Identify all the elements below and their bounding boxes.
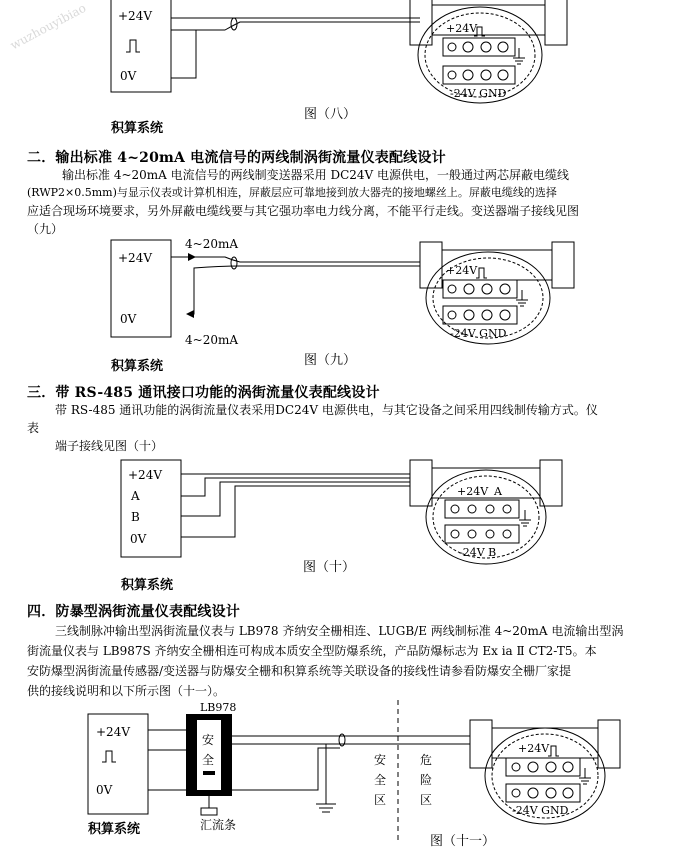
section4-line-1: 三线制脉冲输出型涡街流量仪表与 LB978 齐纳安全栅相连、LUGB/E 两线制标准 4~20mA 电流输出型涡: [55, 624, 624, 638]
fig9-term-pulse-icon: [476, 268, 487, 278]
fig9-terminal-row-bottom: [443, 306, 517, 324]
fig9-arrow-in-icon: [188, 253, 196, 261]
fig10-term-a: A: [494, 485, 502, 498]
fig10-a-label: A: [131, 489, 140, 503]
fig11-housing-right: [598, 720, 620, 768]
fig10-ground-icon: [519, 510, 531, 526]
section3-line-1: 带 RS-485 通讯功能的涡街流量仪表采用DC24V 电源供电，与其它设备之间采用四线制传输方式。仪: [55, 403, 598, 417]
fig11-term-pulse-icon: [548, 746, 559, 756]
fig10-housing-right: [540, 460, 562, 506]
fig8-system-label: 积算系统: [111, 121, 164, 136]
fig8-pulse-icon: [126, 40, 140, 52]
fig11-ground-icon: [579, 768, 591, 784]
fig11-safe-zone-1: 安: [374, 753, 387, 767]
fig9-housing-left: [420, 242, 442, 288]
fig9-term-bottom: -24V GND: [450, 327, 507, 340]
fig11-pulse-icon: [102, 751, 116, 762]
fig8-terminal-row-top: [443, 38, 515, 56]
section4-line-2: 街流量仪表与 LB987S 齐纳安全栅相连可构成本质安全型防爆系统，产品防爆标志为 Ex ia Ⅱ CT2-T5。本: [27, 644, 597, 658]
watermark: wuzhouyibiao: [8, 0, 89, 53]
fig8-housing-right: [545, 0, 567, 45]
fig10-housing-left: [410, 460, 432, 506]
fig10-wire-zero: [181, 486, 410, 537]
fig10-term-bottom: -24V B: [459, 546, 497, 559]
fig8-term-plus24: +24V: [446, 22, 478, 35]
figure-11: [0, 700, 693, 851]
section2-line-3: 应适合现场环境要求，另外屏蔽电缆线要与其它强功率电力线分离，不能平行走线。变送器端子接线见图: [27, 204, 580, 218]
fig11-danger-zone-1: 危: [420, 753, 433, 767]
fig11-barrier-mark: [203, 771, 215, 775]
section3-heading: 三．带 RS-485 通讯接口功能的涡街流量仪表配线设计: [27, 385, 380, 401]
figure-10: [0, 455, 693, 595]
fig8-wire-zero: [171, 30, 196, 78]
fig11-busbar-label: 汇流条: [200, 818, 237, 832]
fig11-busbar: [201, 808, 217, 815]
fig8-terminal-row-bottom: [443, 66, 515, 84]
fig11-terminal-row-bottom: [506, 784, 580, 802]
fig11-zero-label: 0V: [96, 783, 113, 797]
fig9-wire-return: [187, 266, 420, 314]
fig11-terminal-row-top: [506, 758, 580, 776]
fig8-wire-mid: [171, 22, 420, 30]
fig10-terminal-row-top: [445, 500, 519, 518]
fig11-caption: 图（十一）: [430, 834, 496, 849]
fig9-ground-icon: [516, 290, 528, 306]
fig10-zero-label: 0V: [130, 532, 147, 546]
fig10-terminal-row-bottom: [445, 525, 519, 543]
figure-9: [0, 236, 693, 376]
fig9-plus24-label: +24V: [118, 251, 152, 265]
section4-line-3: 安防爆型涡街流量传感器/变送器与防爆安全栅和积算系统等关联设备的接线性请参看防爆安全栅厂家提: [27, 664, 572, 678]
fig11-housing-left: [470, 720, 492, 768]
figure-8: [0, 0, 693, 140]
fig10-plus24-label: +24V: [128, 468, 162, 482]
fig11-plus24-label: +24V: [96, 725, 130, 739]
fig9-wire-top: [171, 257, 420, 262]
fig9-housing-right: [552, 242, 574, 288]
fig11-term-bottom: -24V GND: [512, 804, 569, 817]
fig9-zero-label: 0V: [120, 312, 137, 326]
section2-heading: 二．输出标准 4~20mA 电流信号的两线制涡街流量仪表配线设计: [27, 150, 446, 166]
fig11-safe-zone-2: 全: [374, 773, 387, 787]
section3-line-2: 表: [27, 421, 40, 435]
fig8-terminal-screws: [448, 42, 508, 80]
fig10-terminal-screws: [451, 505, 511, 538]
fig11-system-label: 积算系统: [88, 822, 141, 837]
fig9-system-label: 积算系统: [111, 359, 164, 374]
fig9-terminal-screws: [448, 284, 510, 320]
fig8-plus24-label: +24V: [118, 9, 152, 23]
fig10-b-label: B: [131, 510, 140, 524]
fig8-caption: 图（八）: [304, 107, 357, 122]
fig9-arrow-out-icon: [186, 310, 194, 318]
fig10-wire-a: [181, 478, 410, 496]
section2-line-1: 输出标准 4~20mA 电流信号的两线制变送器采用 DC24V 电源供电，一般通过两芯屏蔽电缆线: [62, 168, 570, 182]
fig9-caption: 图（九）: [304, 353, 357, 368]
fig10-system-label: 积算系统: [121, 578, 174, 593]
fig8-zero-label: 0V: [120, 69, 137, 83]
fig11-safe-zone-3: 区: [374, 793, 387, 807]
section2-line-2: (RWP2×0.5mm)与显示仪表或计算机相连，屏蔽层应可靠地接到放大器壳的接地螺丝上。屏蔽电缆线的选择: [27, 186, 557, 199]
section4-line-4: 供的接线说明和以下所示图（十一）。: [27, 684, 226, 698]
fig11-term-plus24: +24V: [518, 742, 550, 755]
fig11-barrier-char-1: 安: [202, 733, 215, 747]
fig9-current-in: 4~20mA: [185, 237, 239, 251]
fig11-barrier-model: LB978: [200, 701, 237, 714]
fig9-current-out: 4~20mA: [185, 333, 239, 347]
fig10-caption: 图（十）: [303, 560, 356, 575]
fig11-terminal-screws: [512, 762, 573, 798]
fig11-wires-to-barrier: [148, 730, 188, 790]
section4-heading: 四．防暴型涡街流量仪表配线设计: [27, 604, 240, 620]
fig11-shield-ground-icon: [316, 744, 336, 812]
section3-line-3: 端子接线见图（十）: [55, 439, 164, 453]
fig9-term-plus24: +24V: [446, 264, 478, 277]
fig11-wire-zero: [232, 748, 340, 790]
fig11-danger-zone-2: 险: [420, 773, 433, 787]
fig8-term-bottom: -24V GND: [450, 87, 507, 100]
fig10-wire-b: [181, 482, 410, 516]
fig11-barrier-char-2: 全: [202, 753, 215, 767]
section2-line-4: （九）: [27, 222, 64, 236]
fig9-terminal-row-top: [443, 280, 517, 298]
fig11-danger-zone-3: 区: [420, 793, 433, 807]
fig9-shield-ring: [231, 257, 237, 269]
fig10-term-plus24: +24V: [457, 485, 489, 498]
